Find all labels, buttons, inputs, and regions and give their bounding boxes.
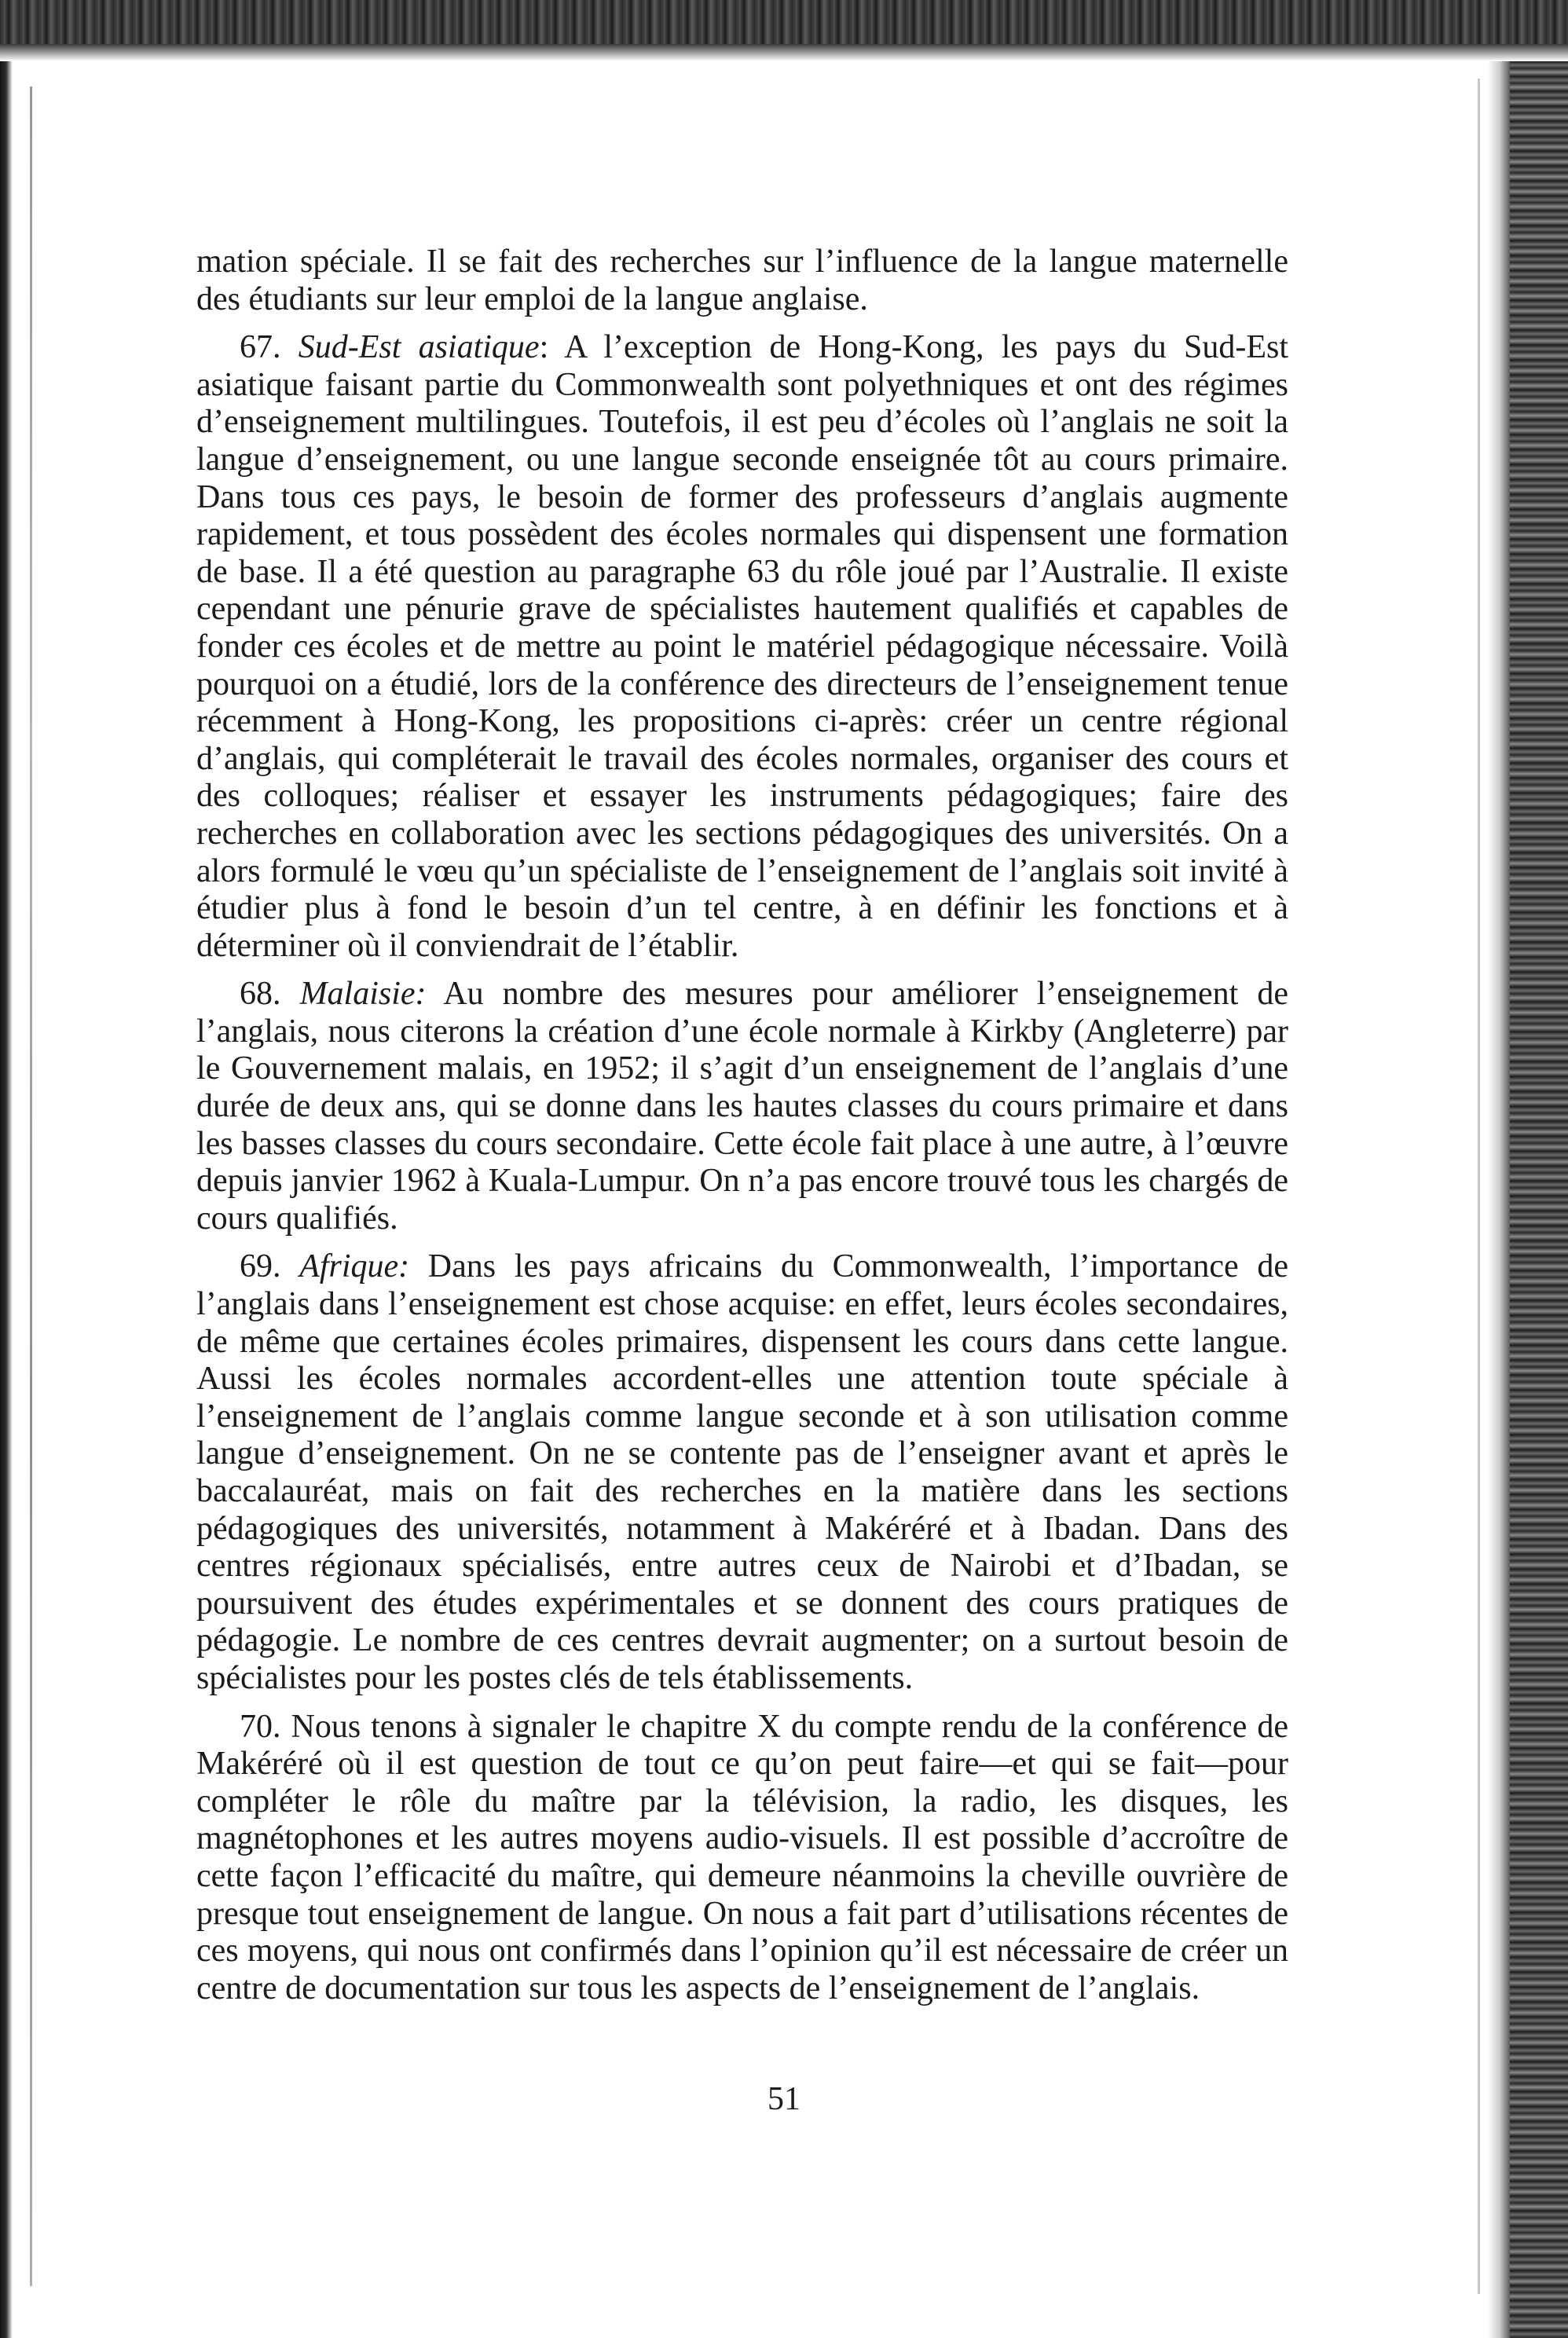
paragraph-68: [196, 976, 1288, 1237]
scan-right-shadow: [1488, 61, 1510, 2338]
scan-right-edge: [1510, 61, 1568, 2338]
paragraph-heading: Sud-Est asiatique: [298, 329, 540, 366]
paragraph-number: 68.: [240, 976, 300, 1013]
paragraph-text: Au nombre des mesures pour améliorer l’enseignement de l’anglais, nous citerons la création d’une école normale à Kirkby (Angleterre) par le Gouvernement malais, en 1952; il s’agit d’un enseignement de l’anglais d’une durée de deux ans, qui se donne dans les hautes classes du cours primaire et dans les basses classes du cours secondaire. Cette école fait place à une autre, à l’œuvre depuis janvier 1962 à Kuala-Lumpur. On n’a pas encore trouvé tous les chargés de cours qualifiés.: [196, 976, 1289, 1237]
page-body: [196, 244, 1288, 2018]
scan-right-binding-line: [1478, 79, 1480, 2294]
page-number: 51: [768, 2081, 800, 2117]
paragraph-number: 70.: [240, 1708, 291, 1745]
paragraph-text: mation spéciale. Il se fait des recherches sur l’influence de la langue maternelle des étudiants sur leur emploi de la langue anglaise.: [196, 244, 1288, 317]
paragraph-heading: Malaisie:: [299, 976, 427, 1013]
paragraph-67: [196, 329, 1288, 965]
paragraph-number: 67.: [240, 329, 299, 366]
paragraph-69: [196, 1248, 1288, 1697]
scan-left-edge: [0, 61, 13, 2338]
paragraph-text: Nous tenons à signaler le chapitre X du compte rendu de la conférence de Makéréré où il est question de tout ce qu’on peut faire—et qui se fait—pour compléter le rôle du maître par la télévision, la radio, les disques, les magnétophones et les autres moyens audio-visuels. Il est possible d’accroître de cette façon l’efficacité du maître, qui demeure néanmoins la cheville ouvrière de presque tout enseignement de langue. On nous a fait part d’utilisations récentes de ces moyens, qui nous ont confirmés dans l’opinion qu’il est nécessaire de créer un centre de documentation sur tous les aspects de l’enseignement de l’anglais.: [196, 1708, 1289, 2006]
scan-left-binding-line: [30, 86, 32, 2286]
scan-top-edge: [0, 0, 1568, 61]
paragraph-number: 69.: [240, 1248, 300, 1285]
paragraph-text: : A l’exception de Hong-Kong, les pays du Sud-Est asiatique faisant partie du Commonwealth sont polyethniques et ont des régimes d’enseignement multilingues. Toutefois, il est peu d’écoles où l’anglais ne soit la langue d’enseignement, ou une langue seconde enseignée tôt au cours primaire. Dans tous ces pays, le besoin de former des professeurs d’anglais augmente rapidement, et tous possèdent des écoles normales qui dispensent une formation de base. Il a été question au paragraphe 63 du rôle joué par l’Australie. Il existe cependant une pénurie grave de spécialistes hautement qualifiés et capables de fonder ces écoles et de mettre au point le matériel pédagogique nécessaire. Voilà pourquoi on a étudié, lors de la conférence des directeurs de l’enseignement tenue récemment à Hong-Kong, les propositions ci-après: créer un centre régional d’anglais, qui compléterait le travail des écoles normales, organiser des cours et des colloques; réaliser et essayer les instruments pédagogiques; faire des recherches en collaboration avec les sections pédagogiques des universités. On a alors formulé le vœu qu’un spécialiste de l’enseignement de l’anglais soit invité à étudier plus à fond le besoin d’un tel centre, à en définir les fonctions et à déterminer où il conviendrait de l’établir.: [196, 329, 1288, 964]
paragraph-text: Dans les pays africains du Commonwealth, l’importance de l’anglais dans l’enseignement est chose acquise: en effet, leurs écoles secondaires, de même que certaines écoles primaires, dispensent les cours dans cette langue. Aussi les écoles normales accordent-elles une attention toute spéciale à l’enseignement de l’anglais comme langue seconde et à son utilisation comme langue d’enseignement. On ne se contente pas de l’enseigner avant et après le baccalauréat, mais on fait des recherches en la matière dans les sections pédagogiques des universités, notamment à Makéréré et à Ibadan. Dans des centres régionaux spécialisés, entre autres ceux de Nairobi et d’Ibadan, se poursuivent des études expérimentales et se donnent des cours pratiques de pédagogie. Le nombre de ces centres devrait augmenter; on a surtout besoin de spécialistes pour les postes clés de tels établissements.: [196, 1248, 1289, 1696]
paragraph-heading: Afrique:: [299, 1248, 410, 1285]
paragraph-continuation: [196, 244, 1288, 318]
paragraph-70: [196, 1709, 1288, 2008]
